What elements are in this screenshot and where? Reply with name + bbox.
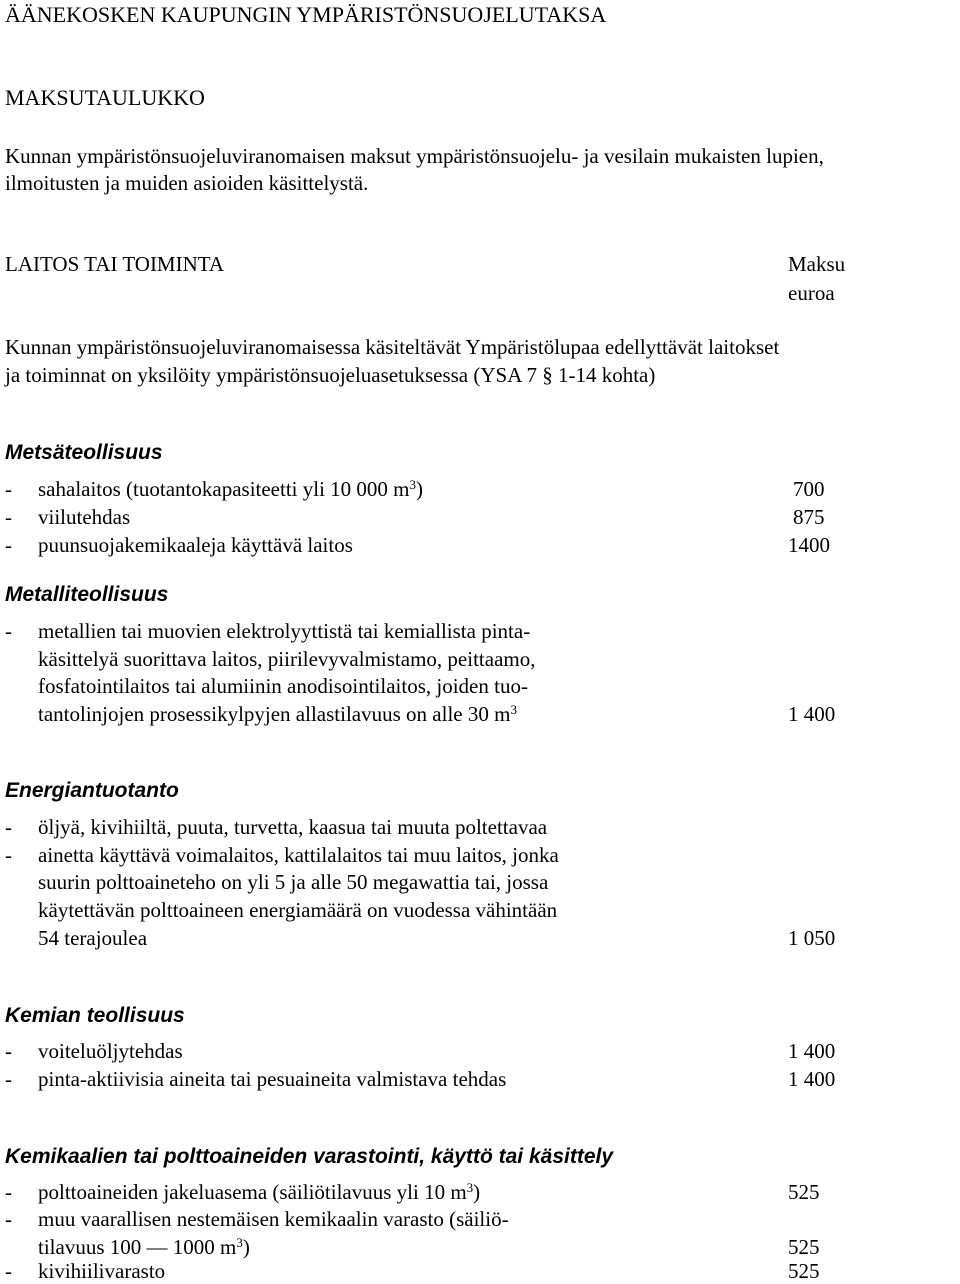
fee-row-label: pinta-aktiivisia aineita tai pesuaineita valmistava tehdas	[38, 1067, 507, 1091]
list-dash: -	[5, 1207, 12, 1231]
fee-row-label: ainetta käyttävä voimalaitos, kattilalaitos tai muu laitos, jonka	[38, 843, 559, 867]
list-dash: -	[5, 843, 12, 867]
fee-value: 1 050	[788, 926, 836, 950]
fee-row-label: polttoaineiden jakeluasema (säiliötilavuus yli 10 $m^3$)	[38, 1180, 481, 1204]
section-title-chemical-storage: Kemikaalien tai polttoaineiden varastointi, käyttö tai käsittely	[5, 1145, 614, 1168]
fee-row-label-continued: tantolinjojen prosessikylpyjen allastilavuus on alle 30 $m^3$	[38, 702, 517, 726]
fee-row-label: muu vaarallisen nestemäisen kemikaalin varasto (säiliö-	[38, 1207, 509, 1231]
section-title-metal-industry: Metalliteollisuus	[5, 583, 169, 606]
fee-value: 1400	[788, 533, 830, 557]
organization-title: ÄÄNEKOSKEN KAUPUNGIN YMPÄRISTÖNSUOJELUTAKSA	[5, 2, 607, 27]
list-dash: -	[5, 619, 12, 643]
intro-text-line1: Kunnan ympäristönsuojeluviranomaisen maksut ympäristönsuojelu- ja vesilain mukaisten lupien,	[5, 144, 824, 168]
fee-value: 875	[793, 505, 825, 529]
fee-row-label-continued: fosfatointilaitos tai alumiinin anodisointilaitos, joiden tuo-	[38, 674, 528, 698]
section-title-chemical-industry: Kemian teollisuus	[5, 1004, 185, 1027]
fee-row-label-continued: käsittelyä suorittava laitos, piirilevyvalmistamo, peittaamo,	[38, 647, 536, 671]
list-dash: -	[5, 505, 12, 529]
section-title-forest-industry: Metsäteollisuus	[5, 441, 163, 464]
section-title-energy-production: Energiantuotanto	[5, 779, 179, 802]
fee-row-label: viilutehdas	[38, 505, 131, 529]
column-header-fee-line2: euroa	[788, 281, 835, 305]
fee-value: 1 400	[788, 702, 836, 726]
fee-row-label: puunsuojakemikaaleja käyttävä laitos	[38, 533, 353, 557]
list-dash: -	[5, 1259, 12, 1283]
subheading-line2: ja toiminnat on yksilöity ympäristönsuojeluasetuksessa (YSA 7 § 1-14 kohta)	[5, 363, 656, 387]
fee-value: 1 400	[788, 1067, 836, 1091]
fee-value: 525	[788, 1180, 820, 1204]
fee-value: 525	[788, 1259, 820, 1283]
fee-row-label: öljyä, kivihiiltä, puuta, turvetta, kaasua tai muuta poltettavaa	[38, 815, 548, 839]
fee-value: 700	[793, 477, 825, 501]
fee-row-label-continued: käytettävän polttoaineen energiamäärä on vuodessa vähintään	[38, 898, 558, 922]
document-title: MAKSUTAULUKKO	[5, 85, 205, 110]
fee-value: 1 400	[788, 1039, 836, 1063]
fee-row-label: kivihiilivarasto	[38, 1259, 166, 1283]
fee-row-label: voiteluöljytehdas	[38, 1039, 183, 1063]
fee-row-label-continued: suurin polttoaineteho on yli 5 ja alle 50 megawattia tai, jossa	[38, 870, 549, 894]
list-dash: -	[5, 1180, 12, 1204]
fee-row-label: metallien tai muovien elektrolyyttistä tai kemiallista pinta-	[38, 619, 531, 643]
fee-row-label-continued: tilavuus 100 — 1000 $m^3$)	[38, 1235, 250, 1259]
list-dash: -	[5, 477, 12, 501]
intro-text-line2: ilmoitusten ja muiden asioiden käsittelystä.	[5, 171, 369, 195]
list-dash: -	[5, 1067, 12, 1091]
list-dash: -	[5, 533, 12, 557]
fee-row-label-continued: 54 terajoulea	[38, 926, 148, 950]
list-dash: -	[5, 815, 12, 839]
subheading-line1: Kunnan ympäristönsuojeluviranomaisessa käsiteltävät Ympäristölupaa edellyttävät laitokset	[5, 335, 780, 359]
list-dash: -	[5, 1039, 12, 1063]
column-header-fee-line1: Maksu	[788, 252, 846, 276]
column-header-activity: LAITOS TAI TOIMINTA	[5, 252, 225, 276]
fee-value: 525	[788, 1235, 820, 1259]
fee-row-label: sahalaitos (tuotantokapasiteetti yli 10 000 $m^3$)	[38, 477, 424, 501]
